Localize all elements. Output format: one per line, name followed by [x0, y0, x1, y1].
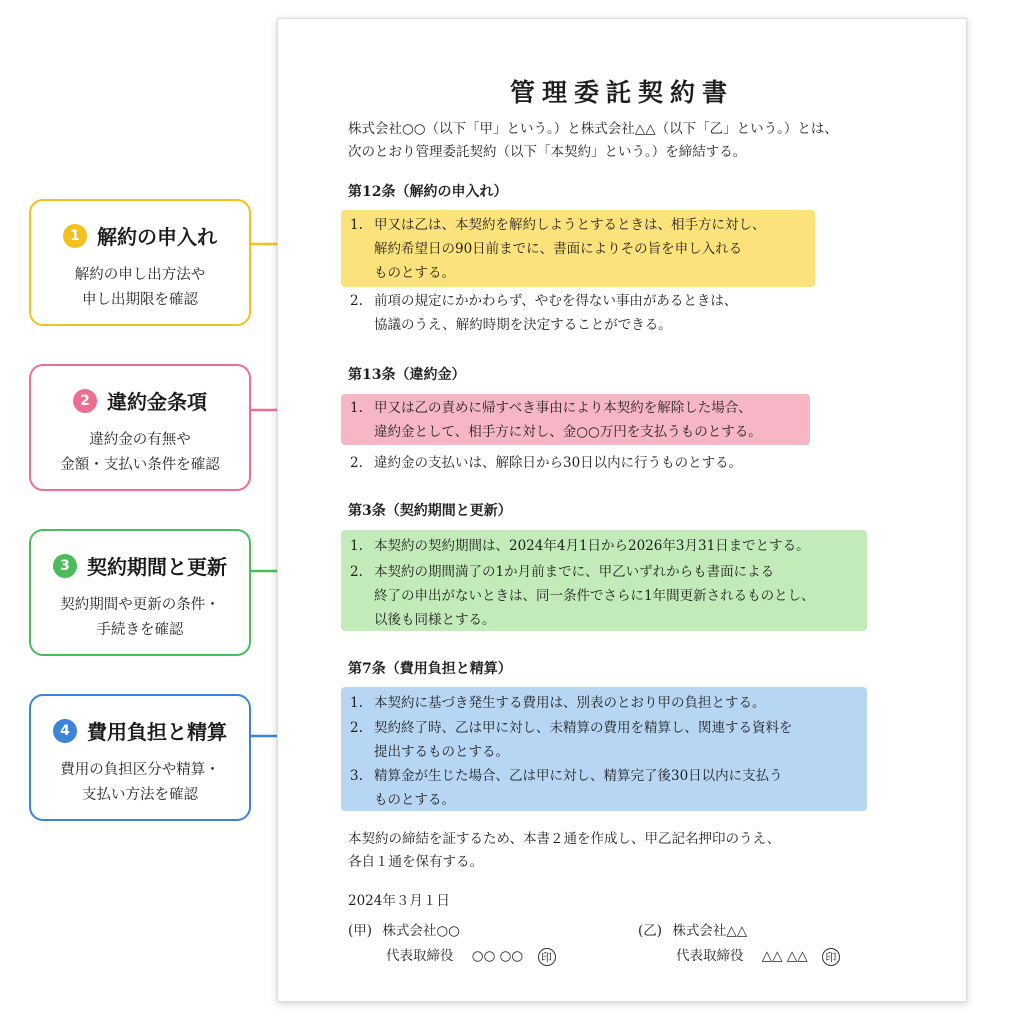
callout-card-term-renewal: [29, 529, 251, 656]
callout-card-costs: [29, 694, 251, 821]
clause-number: 2.: [350, 564, 363, 580]
callout-title: 費用負担と精算: [87, 720, 227, 744]
representative-role: 代表取締役: [386, 948, 454, 964]
clause-item: [350, 691, 766, 715]
callout-desc-line: 違約金の有無や: [89, 432, 191, 448]
callout-description: [31, 263, 249, 313]
clause-number: 2.: [350, 720, 363, 736]
intro-line: 次のとおり管理委託契約（以下「本契約」という。）を締結する。: [348, 144, 747, 160]
signature-party-a: [348, 921, 460, 941]
clause-line: 協議のうえ、解約時期を決定することができる。: [374, 317, 672, 333]
number-badge: 4: [53, 719, 77, 743]
clause-number: 1.: [350, 538, 363, 554]
clause-line: 精算金が生じた場合、乙は甲に対し、精算完了後30日以内に支払う: [374, 768, 783, 784]
clause-line: 違約金の支払いは、解除日から30日以内に行うものとする。: [374, 455, 743, 471]
contract-document: [277, 18, 967, 1002]
clause-line: 契約終了時、乙は甲に対し、未精算の費用を精算し、関連する資料を: [374, 720, 793, 736]
party-label: (乙): [638, 923, 663, 939]
callout-desc-line: 支払い方法を確認: [82, 787, 198, 803]
callout-desc-line: 解約の申し出方法や: [74, 267, 206, 283]
clause-line: 提出するものとする。: [374, 744, 509, 760]
party-company: 株式会社△△: [672, 923, 748, 939]
representative-name: ○○ ○○: [471, 948, 524, 964]
number-badge: 1: [63, 224, 87, 248]
callout-desc-line: 費用の負担区分や精算・: [60, 762, 220, 778]
article-heading: 第7条（費用負担と精算）: [348, 661, 512, 677]
callout-title: 契約期間と更新: [87, 555, 227, 579]
clause-item: [350, 764, 783, 812]
clause-number: 1.: [350, 217, 363, 233]
closing-line: 各自１通を保有する。: [348, 854, 483, 870]
clause-item: [350, 716, 793, 764]
representative-name: △△ △△: [761, 948, 808, 964]
contract-date: 2024年３月１日: [348, 893, 450, 909]
intro-line: 株式会社○○（以下「甲」という。）と株式会社△△（以下「乙」という。）とは、: [348, 121, 838, 137]
clause-number: 2.: [350, 455, 363, 471]
number-badge: 2: [73, 389, 97, 413]
callout-header: [31, 221, 249, 250]
callout-title: 違約金条項: [107, 390, 207, 414]
clause-line: 甲又は乙の責めに帰すべき事由により本契約を解除した場合、: [374, 400, 752, 416]
seal-icon: 印: [822, 948, 840, 966]
clause-item: [350, 396, 762, 444]
clause-line: 違約金として、相手方に対し、金○○万円を支払うものとする。: [374, 424, 762, 440]
callout-desc-line: 金額・支払い条件を確認: [60, 457, 220, 473]
clause-line: 本契約に基づき発生する費用は、別表のとおり甲の負担とする。: [374, 695, 766, 711]
clause-number: 2.: [350, 293, 363, 309]
clause-line: 甲又は乙は、本契約を解約しようとするときは、相手方に対し、: [374, 217, 766, 233]
callout-title: 解約の申入れ: [97, 225, 217, 249]
callout-card-penalty: [29, 364, 251, 491]
signature-party-b-representative: [676, 946, 840, 966]
callout-description: [31, 428, 249, 478]
signature-party-a-representative: [386, 946, 556, 966]
clause-line: 本契約の期間満了の1か月前までに、甲乙いずれからも書面による: [374, 564, 775, 580]
party-company: 株式会社○○: [382, 923, 460, 939]
party-label: (甲): [348, 923, 373, 939]
clause-number: 1.: [350, 400, 363, 416]
callout-description: [31, 593, 249, 643]
clause-item: [350, 213, 766, 285]
clause-number: 3.: [350, 768, 363, 784]
clause-line: ものとする。: [374, 792, 455, 808]
clause-line: 以後も同様とする。: [374, 612, 496, 628]
signature-party-b: [638, 921, 747, 941]
seal-icon: 印: [538, 948, 556, 966]
article-heading: 第13条（違約金）: [348, 367, 466, 383]
callout-desc-line: 契約期間や更新の条件・: [60, 597, 220, 613]
callout-header: [31, 386, 249, 415]
callout-card-termination: [29, 199, 251, 326]
callout-header: [31, 716, 249, 745]
clause-number: 1.: [350, 695, 363, 711]
callout-desc-line: 申し出期限を確認: [82, 292, 198, 308]
callout-description: [31, 758, 249, 808]
clause-item: [350, 560, 815, 632]
clause-line: 前項の規定にかかわらず、やむを得ない事由があるときは、: [374, 293, 738, 309]
article-heading: 第3条（契約期間と更新）: [348, 503, 512, 519]
clause-line: 終了の申出がないときは、同一条件でさらに1年間更新されるものとし、: [374, 588, 815, 604]
clause-item: [350, 534, 810, 558]
article-heading: 第12条（解約の申入れ）: [348, 184, 508, 200]
clause-item: [350, 451, 742, 475]
clause-line: 解約希望日の90日前までに、書面によりその旨を申し入れる: [374, 241, 743, 257]
document-title: 管理委託契約書: [509, 78, 734, 107]
number-badge: 3: [53, 554, 77, 578]
clause-item: [350, 289, 737, 337]
representative-role: 代表取締役: [676, 948, 744, 964]
clause-line: 本契約の契約期間は、2024年4月1日から2026年3月31日までとする。: [374, 538, 810, 554]
closing-line: 本契約の締結を証するため、本書２通を作成し、甲乙記名押印のうえ、: [348, 831, 781, 847]
callout-header: [31, 551, 249, 580]
clause-line: ものとする。: [374, 265, 455, 281]
callout-desc-line: 手続きを確認: [96, 622, 184, 638]
